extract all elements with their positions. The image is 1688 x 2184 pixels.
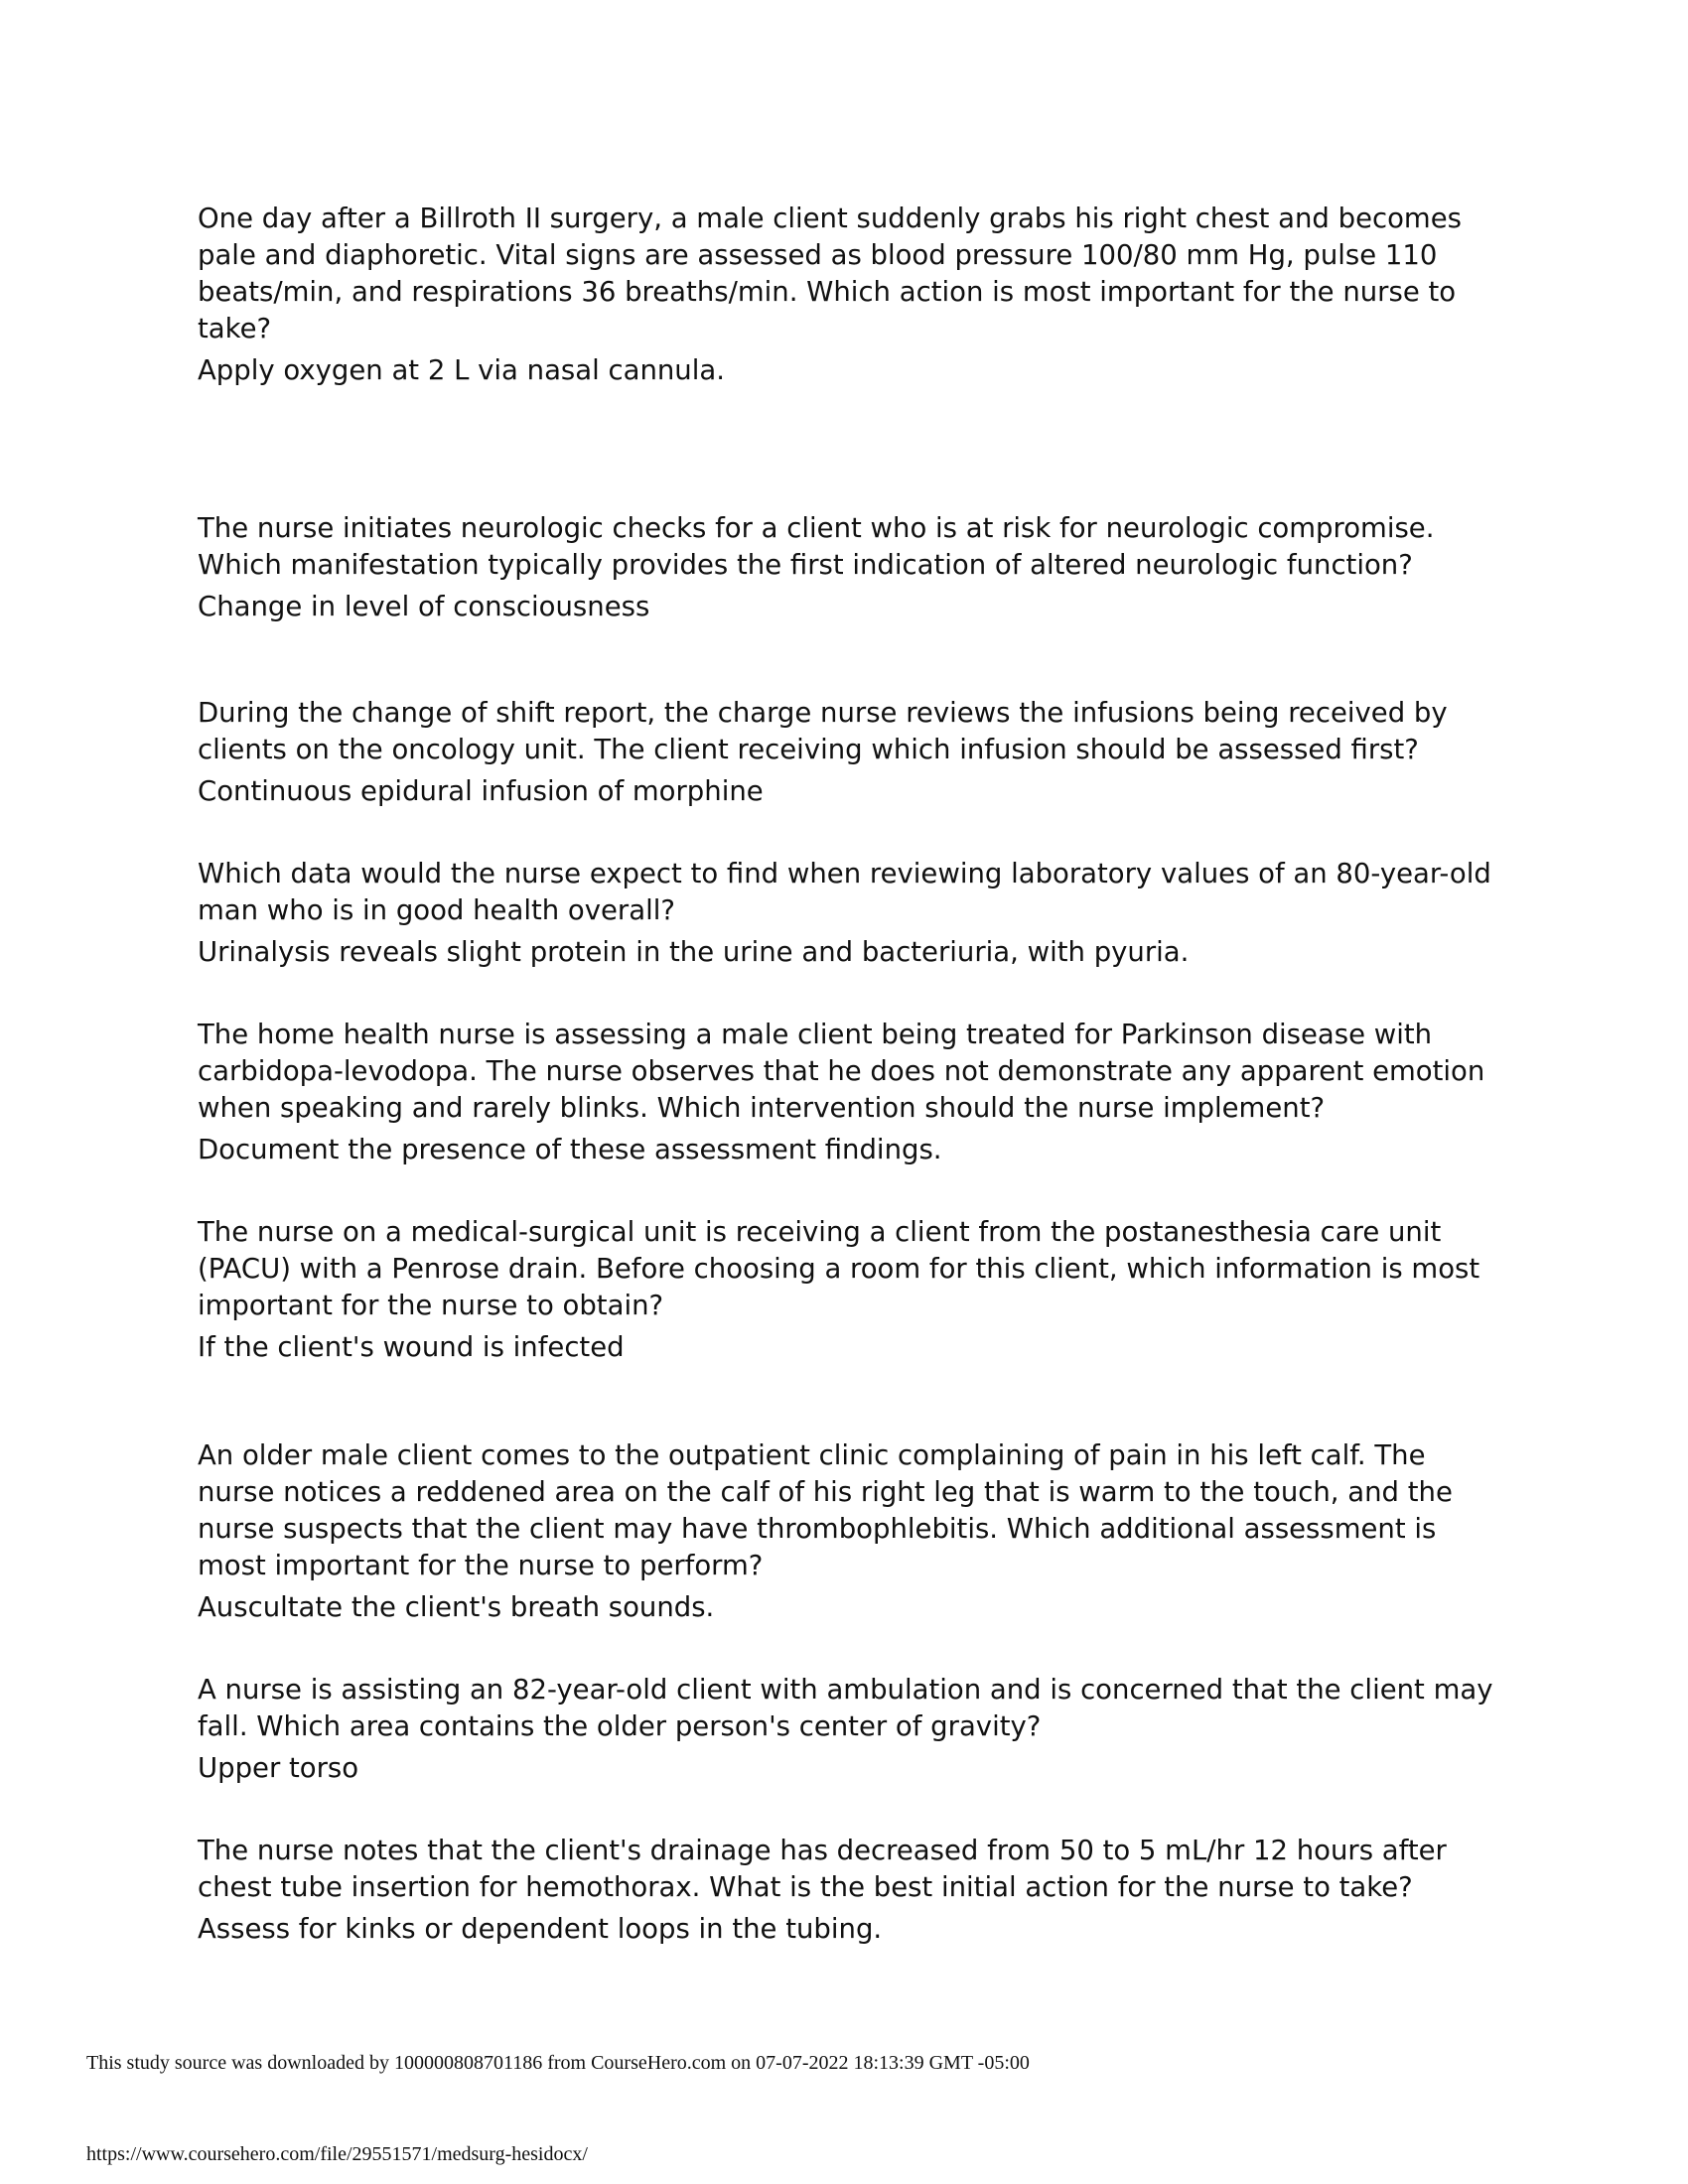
question-text: The nurse notes that the client's drainage has decreased from 50 to 5 mL/hr 12 hours after chest tube insertion for hemothorax. What is the best initial action for the nurse to take? — [198, 1835, 1447, 1903]
qa-item-8 — [198, 1672, 1508, 1787]
qa-item-9 — [198, 1833, 1508, 1948]
qa-item-4 — [198, 856, 1508, 971]
question-text: One day after a Billroth II surgery, a male client suddenly grabs his right chest and becomes pale and diaphoretic. Vital signs are assessed as blood pressure 100/80 mm Hg, pulse 110 beats/min, and respirations 36 breaths/min. Which action is most important for the nurse to take? — [198, 203, 1462, 344]
answer-text: Upper torso — [198, 1752, 359, 1784]
question-text: During the change of shift report, the charge nurse reviews the infusions being received by clients on the oncology unit. The client receiving which infusion should be assessed first? — [198, 697, 1448, 765]
answer-text: Assess for kinks or dependent loops in the tubing. — [198, 1913, 883, 1945]
document-body — [198, 201, 1508, 1948]
answer-text: Apply oxygen at 2 L via nasal cannula. — [198, 354, 725, 386]
download-notice: This study source was downloaded by 100000808701186 from CourseHero.com on 07-07-2022 18:13:39 GMT -05:00 — [86, 2052, 1030, 2074]
answer-text: Urinalysis reveals slight protein in the urine and bacteriuria, with pyuria. — [198, 936, 1190, 968]
question-text: Which data would the nurse expect to find when reviewing laboratory values of an 80-year-old man who is in good health overall? — [198, 858, 1491, 926]
question-text: The nurse on a medical-surgical unit is receiving a client from the postanesthesia care unit (PACU) with a Penrose drain. Before choosing a room for this client, which information is most important for the nurse to obtain? — [198, 1216, 1480, 1321]
qa-item-5 — [198, 1017, 1508, 1168]
question-text: The home health nurse is assessing a male client being treated for Parkinson disease with carbidopa-levodopa. The nurse observes that he does not demonstrate any apparent emotion when speaking and rarely blinks. Which intervention should the nurse implement? — [198, 1019, 1485, 1124]
qa-item-2 — [198, 510, 1508, 625]
qa-item-6 — [198, 1214, 1508, 1366]
question-text: A nurse is assisting an 82-year-old client with ambulation and is concerned that the client may fall. Which area contains the older person's center of gravity? — [198, 1674, 1493, 1742]
qa-item-3 — [198, 695, 1508, 810]
question-text: An older male client comes to the outpatient clinic complaining of pain in his left calf. The nurse notices a reddened area on the calf of his right leg that is warm to the touch, and the nurse suspects that the client may have thrombophlebitis. Which additional assessment is most important for the nurse to perform? — [198, 1439, 1453, 1581]
answer-text: Auscultate the client's breath sounds. — [198, 1591, 715, 1623]
answer-text: Continuous epidural infusion of morphine — [198, 775, 764, 807]
answer-text: Document the presence of these assessment findings. — [198, 1134, 942, 1165]
source-url[interactable]: https://www.coursehero.com/file/29551571/medsurg-hesidocx/ — [86, 2143, 588, 2165]
question-text: The nurse initiates neurologic checks for a client who is at risk for neurologic compromise. Which manifestation typically provides the first indication of altered neurologic function? — [198, 512, 1435, 581]
qa-item-7 — [198, 1437, 1508, 1626]
qa-item-1 — [198, 201, 1508, 389]
answer-text: If the client's wound is infected — [198, 1331, 625, 1363]
answer-text: Change in level of consciousness — [198, 591, 650, 622]
